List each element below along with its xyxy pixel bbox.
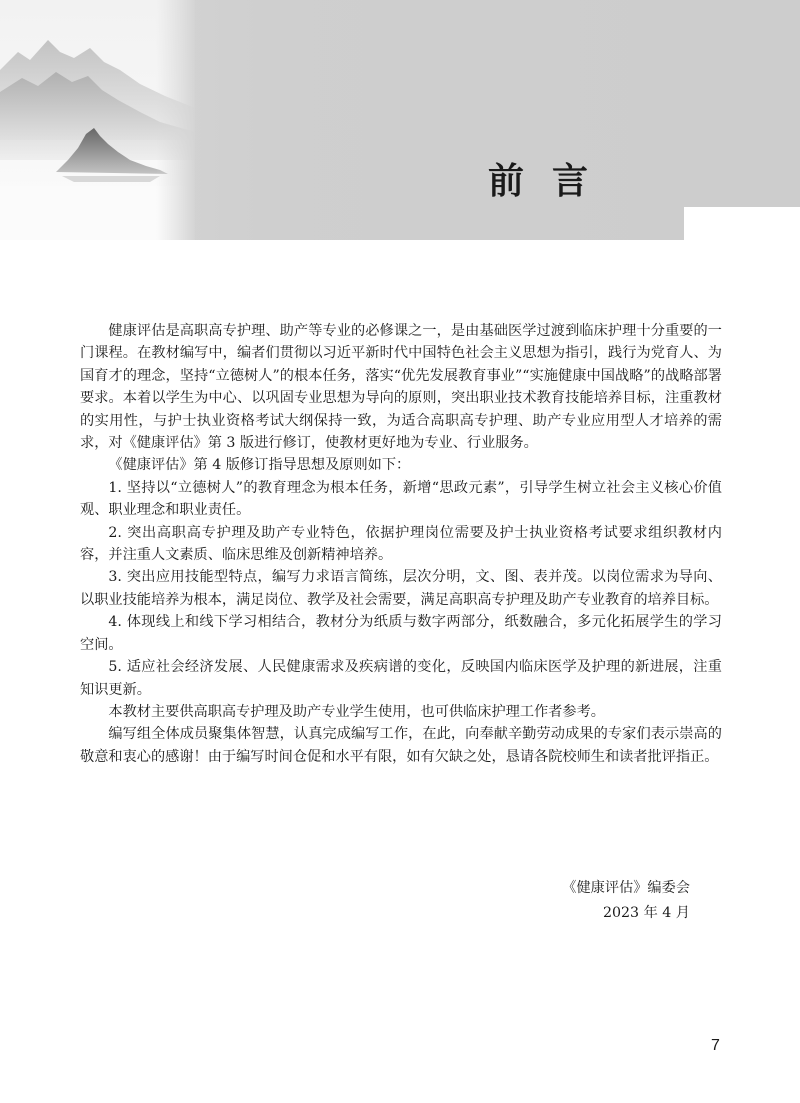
page-title: 前言 (488, 160, 617, 202)
ink-landscape-illustration (0, 0, 195, 240)
list-item: 4. 体现线上和线下学习相结合，教材分为纸质与数字两部分，纸数融合，多元化拓展学生的学习空间。 (80, 614, 722, 653)
preface-body (80, 320, 722, 768)
list-item: 5. 适应社会经济发展、人民健康需求及疾病谱的变化，反映国内临床医学及护理的新进展，注重知识更新。 (80, 659, 722, 698)
paragraph: 本教材主要供高职高专护理及助产专业学生使用，也可供临床护理工作者参考。 (108, 703, 605, 720)
signature-date: 2023 年 4 月 (602, 904, 690, 921)
page-number: 7 (711, 1037, 720, 1054)
signature-author: 《健康评估》编委会 (562, 880, 690, 896)
list-item: 1. 坚持以“立德树人”的教育理念为根本任务，新增“思政元素”，引导学生树立社会主义核心价值观、职业理念和职业责任。 (80, 479, 722, 519)
paragraph: 《健康评估》第 4 版修订指导思想及原则如下： (108, 457, 411, 474)
page-header (0, 0, 800, 240)
signature-block (562, 876, 690, 925)
paragraph: 编写组全体成员聚集体智慧，认真完成编写工作，在此，向奉献辛勤劳动成果的专家们表示崇高的敬意和衷心的感谢！由于编写时间仓促和水平有限，如有欠缺之处，恳请各院校师生和读者批评指正。 (80, 726, 722, 765)
list-item: 3. 突出应用技能型特点，编写力求语言简练，层次分明，文、图、表并茂。以岗位需求为导向、以职业技能培养为根本，满足岗位、教学及社会需要，满足高职高专护理及助产专业教育的培养目标。 (80, 569, 722, 608)
paragraph: 健康评估是高职高专护理、助产等专业的必修课之一，是由基础医学过渡到临床护理十分重要的一门课程。在教材编写中，编者们贯彻以习近平新时代中国特色社会主义思想为指引，践行为党育人、为国育才的理念，坚持“立德树人”的根本任务，落实“优先发展教育事业”“实施健康中国战略”的战略部署要求。本着以学生为中心、以巩固专业思想为导向的原则，突出职业技术教育技能培养目标，注重教材的实用性，与护士执业资格考试大纲保持一致，为适合高职高专护理、助产专业应用型人才培养的需求，对《健康评估》第 3 版进行修订，使教材更好地为专业、行业服务。 (80, 323, 722, 452)
header-band-corner (684, 0, 800, 207)
list-item: 2. 突出高职高专护理及助产专业特色，依据护理岗位需要及护士执业资格考试要求组织教材内容，并注重人文素质、临床思维及创新精神培养。 (80, 524, 722, 564)
